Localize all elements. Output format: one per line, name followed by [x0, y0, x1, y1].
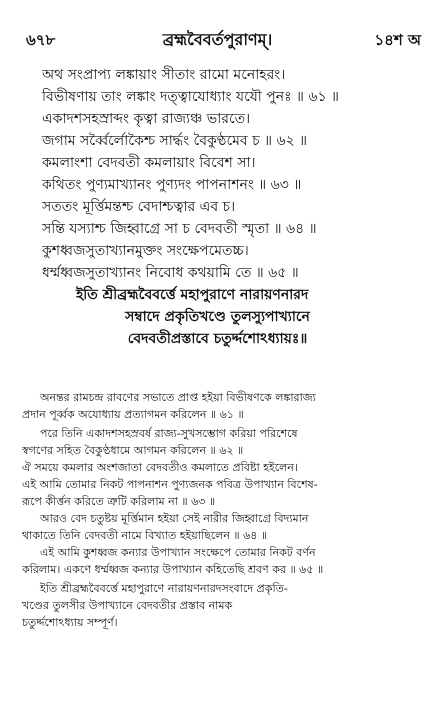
verse-line: কুশধ্বজসুতাখ্যানমুক্তং সংক্ষেপমেতচ্চ। — [42, 243, 249, 259]
verse-line: বিভীষণায় তাং লঙ্কাং দত্ত্বাযোধ্যাং যযৌ পুনঃ ॥ ৬১ ॥ — [42, 89, 339, 105]
verse-line: একাদশসহস্রাব্দং কৃত্বা রাজ্যঞ্চ ভারতে। — [42, 111, 251, 127]
translation-line: এই আমি কুশধ্বজ কন্যার উপাখ্যান সংক্ষেপে তোমার নিকট বর্ণন — [40, 546, 316, 559]
translation-colophon-line: খণ্ডের তুলসীর উপাখ্যানে বেদবতীর প্রস্তাব নামক — [22, 599, 233, 612]
translation-colophon-line: ইতি শ্রীব্রহ্মবৈবর্ত্তে মহাপুরাণে নারায়ণনারদসংবাদে প্রকৃতি- — [40, 582, 288, 595]
verse-line: ধর্ম্মধ্বজসুতাখ্যানং নিবোধ কথয়ামি তে ॥ ৬৫ ॥ — [42, 265, 299, 281]
colophon-line: সম্বাদে প্রকৃতিখণ্ডে তুলস্যুপাখ্যানে — [125, 309, 310, 325]
translation-line: রূপে কীর্ত্তন করিতে ত্রুটি করিলাম না ॥ ৬৩ ॥ — [22, 495, 216, 508]
translation-line: অনন্তর রামচন্দ্র রাবণের সভাতে প্রাপ্ত হইয়া বিভীষণকে লঙ্কারাজ্য — [40, 391, 316, 404]
translation-line: পরে তিনি একাদশসহস্রবর্ষ রাজ্য-সুখসম্ভোগ করিয়া পরিশেষে — [40, 427, 298, 440]
verse-line: সততং মূর্ত্তিমন্তশ্চ বেদাশ্চত্বার এব চ। — [42, 199, 236, 215]
translation-colophon-line: চতুর্দ্দশোঽধ্যায় সম্পূর্ণ। — [22, 616, 118, 629]
translation-line: এই আমি তোমার নিকট পাপনাশন পুণ্যজনক পবিত্র উপাখ্যান বিশেষ- — [22, 478, 318, 491]
verse-line: জগাম সর্ব্বৈর্লোকৈশ্চ সার্দ্ধং বৈকুণ্ঠমেব চ ॥ ৬২ ॥ — [42, 133, 308, 149]
translation-line: থাকাতে তিনি বেদবতী নামে বিখ্যাত হইয়াছিলেন ॥ ৬৪ ॥ — [22, 529, 268, 542]
verse-line: কমলাংশা বেদবতী কমলায়াং বিবেশ সা। — [42, 155, 256, 171]
translation-line: আরও বেদ চতুষ্টয় মূর্ত্তিমান হইয়া সেই নারীর জিহ্বাগ্রে বিদ্যমান — [40, 512, 309, 525]
book-title: ব্রহ্মবৈবর্তপুরাণম্। — [162, 30, 273, 49]
verse-line: অথ সংপ্রাপ্য লঙ্কায়াং সীতাং রামো মনোহরং। — [42, 67, 286, 83]
verse-line: কথিতং পুণ্যমাখ্যানং পুণ্যদং পাপনাশনং ॥ ৬৩ ॥ — [42, 177, 302, 193]
sanskrit-verses — [0, 64, 435, 350]
colophon-line: বেদবতীপ্রস্তাবে চতুর্দ্দশোঽধ্যায়ঃ॥ — [127, 331, 308, 347]
translation-line: করিলাম। একণে ধর্ম্মধ্বজ কন্যার উপাখ্যান কহিতেছি শ্রবণ কর ॥ ৬৫ ॥ — [22, 563, 324, 576]
translation-line: ঐ সময়ে কমলার অংশজাতা বেদবতীও কমলাতে প্রবিষ্টা হইলেন। — [22, 461, 298, 474]
chapter-marker: ১৪শ অ — [374, 31, 421, 49]
bengali-translation — [0, 389, 435, 631]
translation-line: স্বগণের সহিত বৈকুণ্ঠধামে আগমন করিলেন ॥ ৬২ ॥ — [22, 444, 244, 457]
translation-line: প্রদান পূর্ব্বক অযোধ্যায় প্রত্যাগমন করিলেন ॥ ৬১ ॥ — [22, 408, 244, 421]
page-header — [0, 27, 435, 49]
page-number: ৬৭৮ — [26, 31, 56, 49]
verse-line: সন্তি যস্যাশ্চ জিহ্বাগ্রে সা চ বেদবতী স্মৃতা ॥ ৬৪ ॥ — [42, 221, 317, 237]
colophon-line: ইতি শ্রীব্রহ্মবৈবর্ত্তে মহাপুরাণে নারায়ণনারদ — [76, 287, 309, 303]
